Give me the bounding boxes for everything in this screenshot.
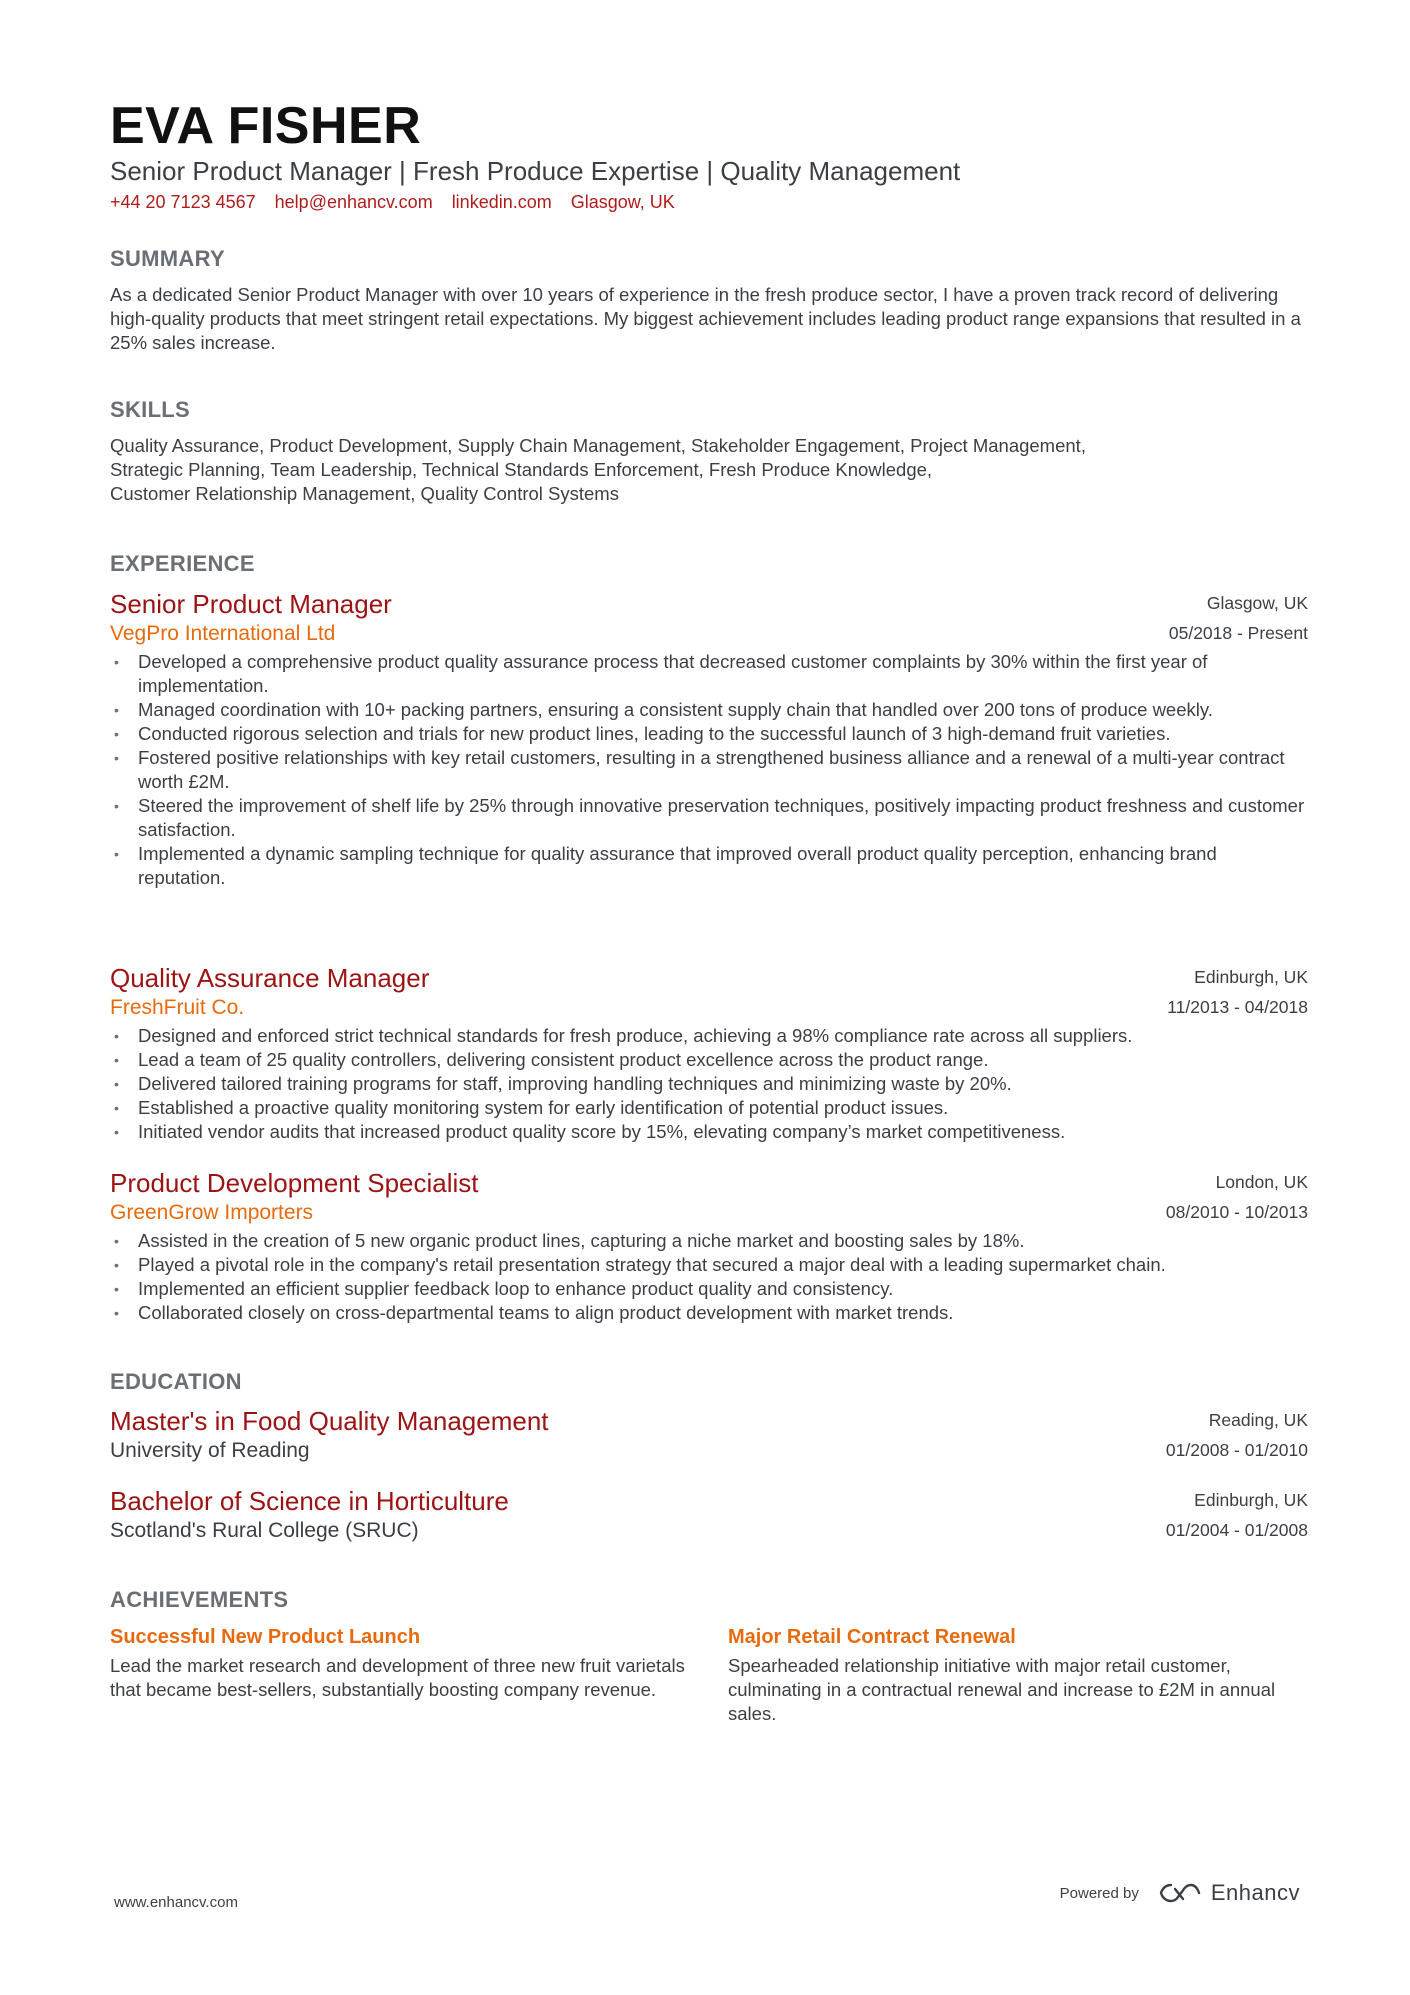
bullet-item: • Collaborated closely on cross-departmental teams to align product development with market trends. [114,1302,954,1323]
bullet-item: • Initiated vendor audits that increased product quality score by 15%, elevating company’s market competitiveness. [114,1121,1066,1142]
company-name: FreshFruit Co. [110,996,245,1019]
summary-heading: SUMMARY [110,246,225,271]
achievement-title: Major Retail Contract Renewal [728,1626,1016,1648]
bullet-dot-icon: • [114,1233,119,1249]
bullet-dot-icon: • [114,1124,119,1140]
bullet-dot-icon: • [114,654,119,670]
skill-item: Team Leadership [270,459,413,480]
skill-item: Quality Control Systems [420,483,619,504]
job-title: Product Development Specialist [110,1168,479,1198]
skill-item: Customer Relationship Management [110,483,411,504]
skill-item: Stakeholder Engagement [691,435,900,456]
company-name: GreenGrow Importers [110,1201,314,1224]
headline: Senior Product Manager | Fresh Produce Expertise | Quality Management [110,156,961,186]
skill-item: Strategic Planning [110,459,261,480]
degree-title: Bachelor of Science in Horticulture [110,1486,509,1516]
skill-item: Fresh Produce Knowledge [708,459,927,480]
location: Glasgow, UK [570,192,675,212]
job-dates: 11/2013 - 04/2018 [1167,997,1308,1017]
bullet-item: • Assisted in the creation of 5 new organic product lines, capturing a niche market and boosting sales by 18%. [114,1230,1025,1251]
bullet-item: • Implemented an efficient supplier feedback loop to enhance product quality and consistency. [114,1278,894,1299]
job-location: Glasgow, UK [1206,593,1308,613]
brand-logo[interactable] [1157,1880,1300,1906]
bullet-item: • Designed and enforced strict technical standards for fresh produce, achieving a 98% compliance rate across all suppliers. [114,1025,1133,1046]
achievement-title: Successful New Product Launch [110,1626,421,1648]
bullet-dot-icon: • [114,1281,119,1297]
skill-item: Supply Chain Management [457,435,681,456]
bullet-dot-icon: • [114,726,119,742]
skill-item: Project Management [910,435,1081,456]
degree-title: Master's in Food Quality Management [110,1406,549,1436]
education-location: Reading, UK [1208,1410,1308,1430]
job-dates: 08/2010 - 10/2013 [1165,1202,1308,1222]
candidate-name: EVA FISHER [110,97,422,155]
company-name: VegPro International Ltd [110,622,336,645]
experience-entry [110,962,1308,1144]
bullet-item: • Fostered positive relationships with key retail customers, resulting in a strengthened business alliance and a renewal of a multi-year contract worth £2M. [114,747,1285,792]
bullet-item: • Developed a comprehensive product quality assurance process that decreased customer complaints by 30% within the first year of implementation. [114,651,1208,696]
bullet-item: • Delivered tailored training programs for staff, improving handling techniques and minimizing waste by 20%. [114,1073,1012,1094]
bullet-dot-icon: • [114,1257,119,1273]
enhancv-logo-icon [1157,1881,1203,1905]
education-entry [110,1485,1308,1545]
bullet-dot-icon: • [114,846,119,862]
achievement-item [728,1624,1308,1726]
bullet-list [110,1024,1308,1144]
linkedin-link[interactable]: linkedin.com [451,192,552,212]
education-dates: 01/2004 - 01/2008 [1165,1520,1308,1540]
bullet-list [110,1229,1308,1325]
achievement-text: Lead the market research and development of three new fruit varietals that became best-sellers, substantially boosting company revenue. [110,1655,685,1700]
bullet-item: • Established a proactive quality monitoring system for early identification of potential product issues. [114,1097,949,1118]
achievement-text: Spearheaded relationship initiative with major retail customer, culminating in a contractual renewal and increase to £2M in annual sales. [728,1655,1276,1724]
bullet-item: • Implemented a dynamic sampling technique for quality assurance that improved overall product quality perception, enhancing brand reputation. [114,843,1217,888]
education-heading: EDUCATION [110,1369,242,1394]
bullet-dot-icon: • [114,1028,119,1044]
bullet-item: • Conducted rigorous selection and trials for new product lines, leading to the successful launch of 3 high-demand fruit varieties. [114,723,1171,744]
footer-branding [1060,1880,1300,1906]
bullet-item: • Lead a team of 25 quality controllers, delivering consistent product excellence across the product range. [114,1049,989,1070]
footer-website[interactable]: www.enhancv.com [114,1894,238,1911]
bullet-dot-icon: • [114,1100,119,1116]
skill-item: Technical Standards Enforcement [421,459,699,480]
contact-row [110,190,675,214]
experience-entry [110,588,1308,890]
skill-item: Quality Assurance [110,435,260,456]
bullet-item: • Played a pivotal role in the company's retail presentation strategy that secured a major deal with a leading supermarket chain. [114,1254,1166,1275]
bullet-dot-icon: • [114,1052,119,1068]
job-location: Edinburgh, UK [1194,967,1308,987]
bullet-item: • Managed coordination with 10+ packing partners, ensuring a consistent supply chain that handled over 200 tons of produce weekly. [114,699,1213,720]
job-title: Quality Assurance Manager [110,963,430,993]
education-entry [110,1405,1308,1465]
bullet-dot-icon: • [114,702,119,718]
bullet-dot-icon: • [114,1076,119,1092]
education-dates: 01/2008 - 01/2010 [1165,1440,1308,1460]
skills-list: Quality Assurance, Product Development, Supply Chain Management, Stakeholder Engagement, Project Management, Strategic Planning, Team Leadership, Technical Standards Enforcement, Fresh Produce Knowledge, Customer Relationship Management, Quality Control Systems [110,435,1086,504]
bullet-dot-icon: • [114,750,119,766]
achievement-item [110,1624,690,1702]
skill-item: Product Development [269,435,448,456]
experience-heading: EXPERIENCE [110,551,255,576]
brand-name: Enhancv [1210,1880,1300,1905]
school-name: University of Reading [110,1439,310,1462]
experience-entry [110,1167,1308,1325]
bullet-dot-icon: • [114,1305,119,1321]
education-location: Edinburgh, UK [1194,1490,1308,1510]
bullet-list [110,650,1308,890]
skills-heading: SKILLS [110,397,191,422]
school-name: Scotland's Rural College (SRUC) [110,1519,419,1542]
powered-by-label: Powered by [1059,1884,1139,1902]
job-location: London, UK [1215,1172,1308,1192]
summary-text: As a dedicated Senior Product Manager with over 10 years of experience in the fresh produce sector, I have a proven track record of delivering high-quality products that meet stringent retail expectations. My biggest achievement includes leading product range expansions that resulted in a 25% sales increase. [110,284,1301,353]
job-title: Senior Product Manager [110,589,392,619]
phone[interactable]: +44 20 7123 4567 [110,192,256,212]
achievements-heading: ACHIEVEMENTS [110,1587,289,1612]
job-dates: 05/2018 - Present [1168,623,1308,643]
bullet-item: • Steered the improvement of shelf life by 25% through innovative preservation techniques, positively impacting product freshness and customer satisfaction. [114,795,1305,840]
email-link[interactable]: help@enhancv.com [274,192,433,212]
bullet-dot-icon: • [114,798,119,814]
